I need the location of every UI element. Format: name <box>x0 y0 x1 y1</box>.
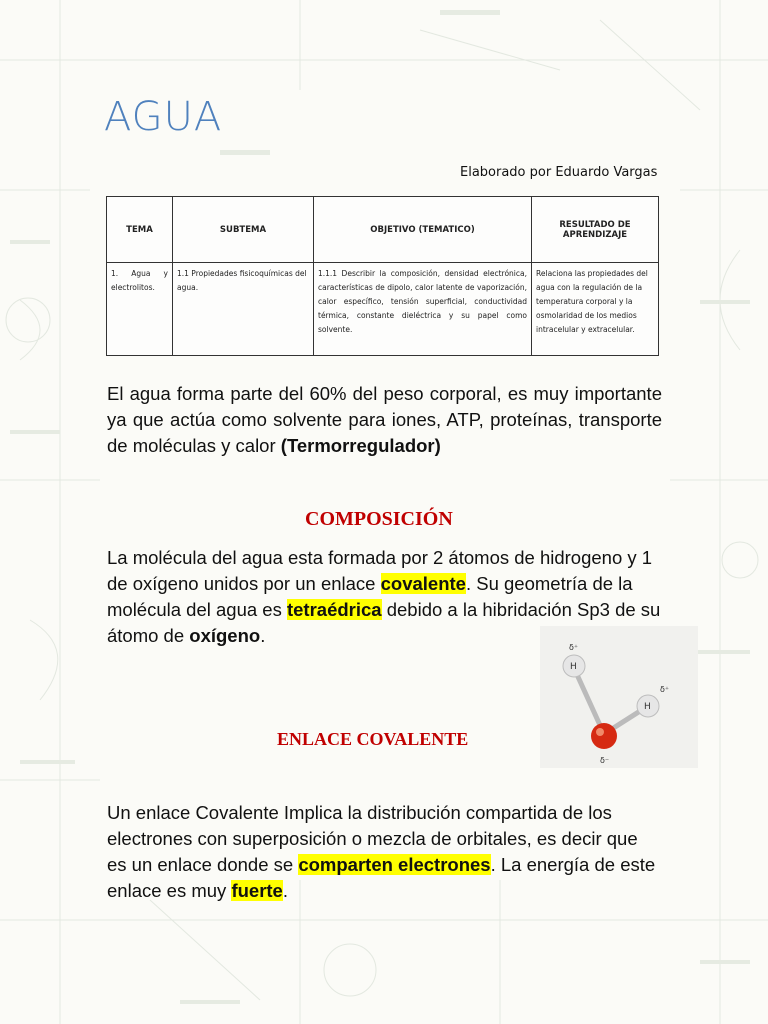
hydrogen-top-label: H <box>570 662 577 672</box>
cell-resultado: Relaciona las propiedades del agua con la regulación de la temperatura corporal y la osmolaridad de los medios intracelular y extracelular. <box>532 263 659 356</box>
highlight-covalente: covalente <box>380 573 466 594</box>
composicion-text-2: . Su geometría de la molécula del agua es <box>107 573 633 620</box>
intro-paragraph <box>107 381 662 459</box>
header-tema: TEMA <box>107 197 173 263</box>
highlight-tetraedrica: tetraédrica <box>286 599 382 620</box>
cell-tema: 1. Agua y electrolitos. <box>107 263 173 356</box>
delta-plus-right-label: δ⁺ <box>660 685 670 694</box>
composicion-text-4: . <box>260 625 266 646</box>
highlight-comparten-electrones: comparten electrones <box>298 854 491 875</box>
delta-minus-label: δ⁻ <box>600 756 610 765</box>
cell-objetivo: 1.1.1 Describir la composición, densidad electrónica, características de dipolo, calor latente de vaporización, calor específico, tensión superficial, conductividad térmica, constante dieléctrica y su papel como solvente. <box>314 263 532 356</box>
composicion-bold-oxigeno: oxígeno <box>189 625 261 646</box>
header-objetivo: OBJETIVO (TEMATICO) <box>314 197 532 263</box>
enlace-text-3: . <box>282 880 288 901</box>
cell-subtema: 1.1 Propiedades fisicoquímicas del agua. <box>173 263 314 356</box>
enlace-text-2: . La energía de este enlace es muy <box>107 854 656 901</box>
author-line: Elaborado por Eduardo Vargas <box>460 165 658 180</box>
composicion-text-3: debido a la hibridación Sp3 de su átomo de <box>107 599 661 646</box>
enlace-text-1: Un enlace Covalente Implica la distribución compartida de los electrones con superposición o mezcla de orbitales, es decir que es un enlace donde se <box>107 802 638 875</box>
enlace-paragraph <box>107 800 662 904</box>
hydrogen-right-label: H <box>644 702 651 712</box>
highlight-fuerte: fuerte <box>231 880 283 901</box>
oxygen-atom <box>591 723 617 749</box>
table-header-row <box>107 197 659 263</box>
composicion-text-1: La molécula del agua esta formada por 2 átomos de hidrogeno y 1 de oxígeno unidos por un enlace <box>107 547 653 594</box>
intro-text: El agua forma parte del 60% del peso corporal, es muy importante ya que actúa como solvente para iones, ATP, proteínas, transporte de moléculas y calor <box>107 383 662 456</box>
intro-bold-term: (Termorregulador) <box>280 435 441 456</box>
heading-composicion: COMPOSICIÓN <box>305 508 453 530</box>
header-subtema: SUBTEMA <box>173 197 314 263</box>
delta-plus-top-label: δ⁺ <box>569 643 579 652</box>
table-row <box>107 263 659 356</box>
water-molecule-figure <box>540 626 698 768</box>
page-title: AGUA <box>104 94 223 140</box>
heading-enlace-covalente: ENLACE COVALENTE <box>277 729 469 749</box>
header-resultado: RESULTADO DE APRENDIZAJE <box>532 197 659 263</box>
curriculum-table <box>106 196 659 356</box>
